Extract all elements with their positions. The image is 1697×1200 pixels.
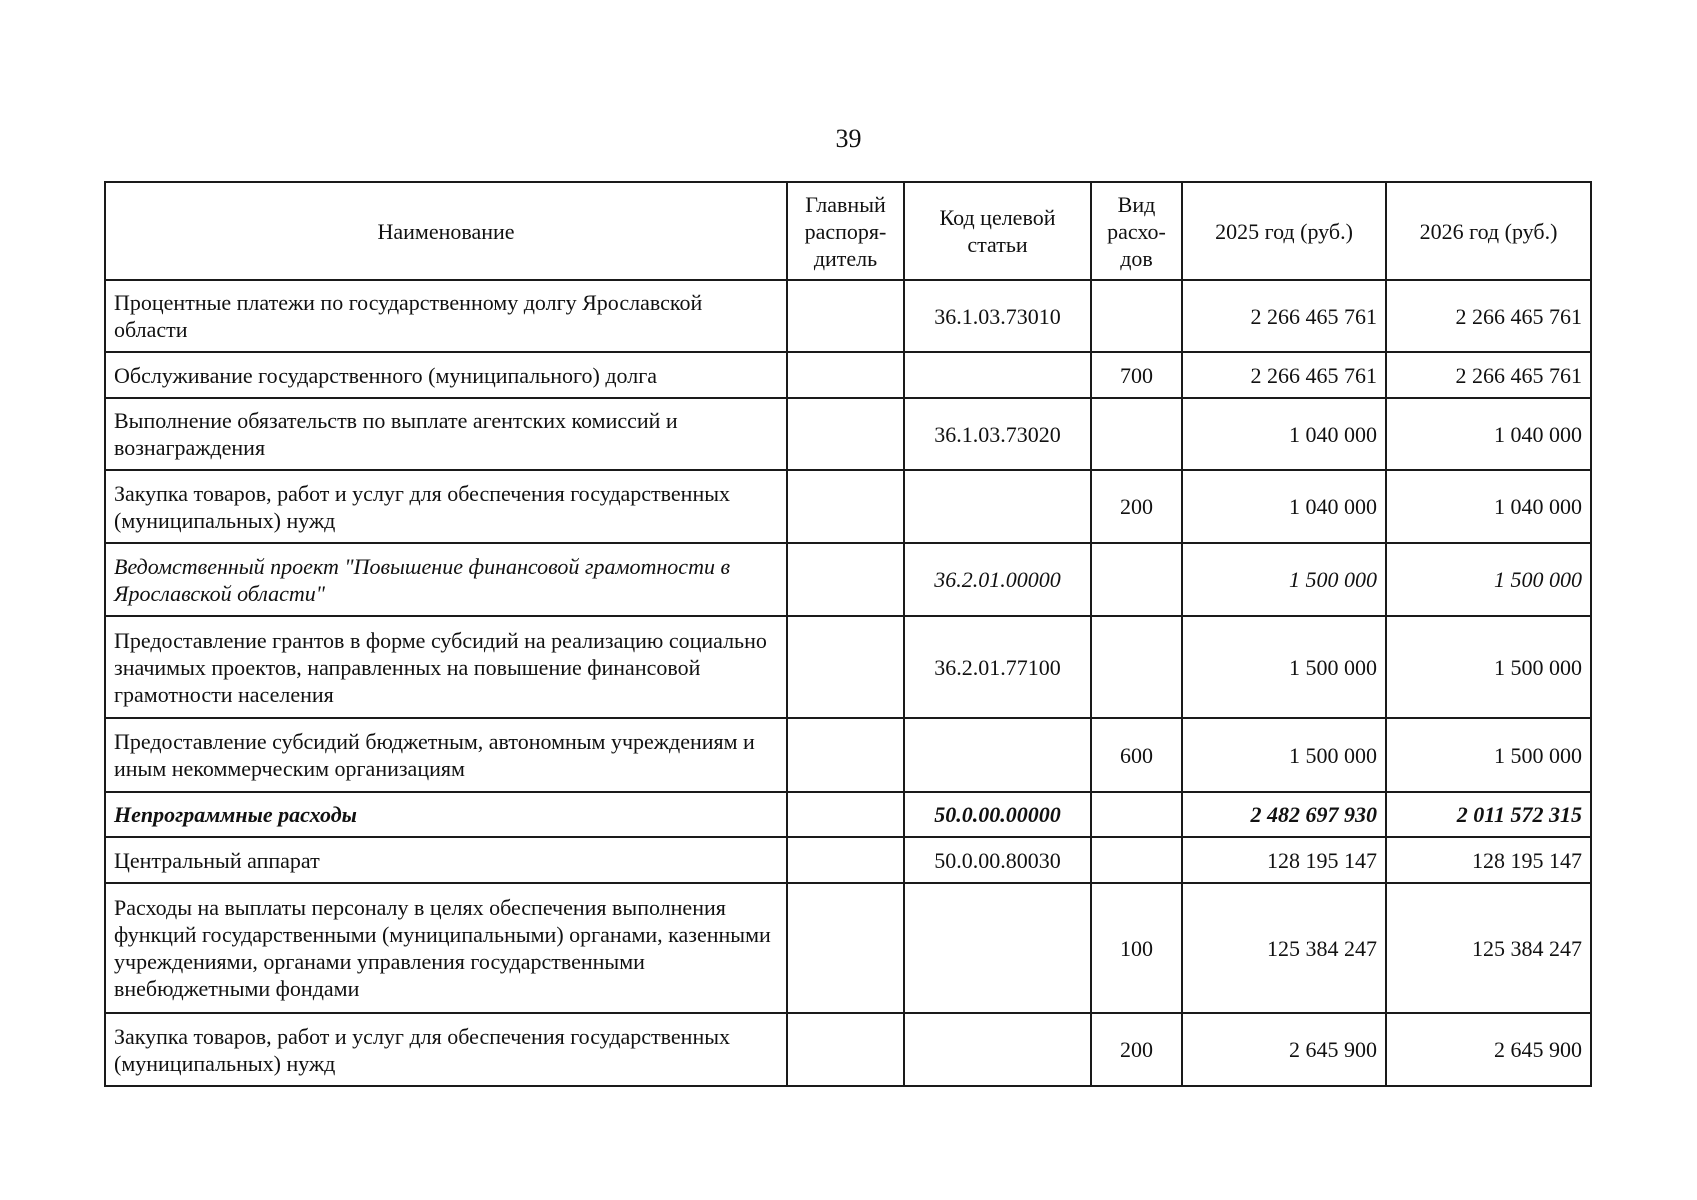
row-name: Предоставление субсидий бюджетным, автономным учреждениям и иным некоммерческим организациям (105, 718, 787, 792)
row-code (904, 1013, 1091, 1086)
row-2026: 125 384 247 (1386, 883, 1591, 1013)
row-manager (787, 398, 904, 470)
row-kind (1091, 792, 1182, 837)
table-row (105, 616, 1591, 718)
row-kind: 700 (1091, 352, 1182, 398)
row-name: Закупка товаров, работ и услуг для обеспечения государственных (муниципальных) нужд (105, 1013, 787, 1086)
row-manager (787, 352, 904, 398)
row-2026: 1 040 000 (1386, 398, 1591, 470)
table-header-row (105, 182, 1591, 280)
row-2025: 2 266 465 761 (1182, 352, 1386, 398)
row-2025: 1 500 000 (1182, 718, 1386, 792)
row-manager (787, 883, 904, 1013)
row-code: 36.1.03.73020 (904, 398, 1091, 470)
row-kind (1091, 280, 1182, 352)
row-2025: 1 040 000 (1182, 398, 1386, 470)
row-2025: 2 482 697 930 (1182, 792, 1386, 837)
header-2025: 2025 год (руб.) (1182, 182, 1386, 280)
row-2025: 2 266 465 761 (1182, 280, 1386, 352)
table-row (105, 280, 1591, 352)
row-code (904, 883, 1091, 1013)
row-kind (1091, 398, 1182, 470)
table-row (105, 398, 1591, 470)
row-manager (787, 1013, 904, 1086)
row-2025: 1 500 000 (1182, 543, 1386, 616)
table-row (105, 1013, 1591, 1086)
row-kind: 200 (1091, 470, 1182, 543)
row-2025: 1 500 000 (1182, 616, 1386, 718)
budget-table (104, 181, 1592, 1087)
header-2026: 2026 год (руб.) (1386, 182, 1591, 280)
table-row (105, 837, 1591, 883)
row-name: Центральный аппарат (105, 837, 787, 883)
table-row (105, 792, 1591, 837)
row-name: Предоставление грантов в форме субсидий на реализацию социально значимых проектов, направленных на повышение финансовой грамотности населения (105, 616, 787, 718)
row-kind: 200 (1091, 1013, 1182, 1086)
row-name: Процентные платежи по государственному долгу Ярославской области (105, 280, 787, 352)
row-kind (1091, 543, 1182, 616)
row-name: Непрограммные расходы (105, 792, 787, 837)
row-manager (787, 543, 904, 616)
row-kind: 600 (1091, 718, 1182, 792)
page-number: 39 (835, 124, 862, 153)
row-manager (787, 280, 904, 352)
row-2026: 2 645 900 (1386, 1013, 1591, 1086)
row-2026: 2 266 465 761 (1386, 280, 1591, 352)
row-name: Расходы на выплаты персоналу в целях обеспечения выполнения функций государственными (муниципальными) органами, казенными учреждениями, органами управления государственными внебюджетными фондами (105, 883, 787, 1013)
row-code (904, 352, 1091, 398)
row-code: 50.0.00.00000 (904, 792, 1091, 837)
table-row (105, 352, 1591, 398)
row-manager (787, 792, 904, 837)
table-row (105, 470, 1591, 543)
row-manager (787, 470, 904, 543)
table-row (105, 718, 1591, 792)
row-2026: 128 195 147 (1386, 837, 1591, 883)
row-2025: 1 040 000 (1182, 470, 1386, 543)
header-manager: Главный распоря-дитель (787, 182, 904, 280)
row-2026: 1 500 000 (1386, 718, 1591, 792)
header-name: Наименование (105, 182, 787, 280)
row-name: Ведомственный проект "Повышение финансовой грамотности в Ярославской области" (105, 543, 787, 616)
row-2025: 2 645 900 (1182, 1013, 1386, 1086)
row-2025: 125 384 247 (1182, 883, 1386, 1013)
row-kind (1091, 616, 1182, 718)
row-2026: 1 500 000 (1386, 543, 1591, 616)
row-name: Обслуживание государственного (муниципального) долга (105, 352, 787, 398)
row-2026: 2 266 465 761 (1386, 352, 1591, 398)
row-code: 36.2.01.00000 (904, 543, 1091, 616)
row-code: 50.0.00.80030 (904, 837, 1091, 883)
header-code: Код целевой статьи (904, 182, 1091, 280)
row-code (904, 718, 1091, 792)
row-code: 36.2.01.77100 (904, 616, 1091, 718)
row-name: Выполнение обязательств по выплате агентских комиссий и вознаграждения (105, 398, 787, 470)
row-manager (787, 616, 904, 718)
row-manager (787, 837, 904, 883)
row-2026: 1 040 000 (1386, 470, 1591, 543)
row-kind (1091, 837, 1182, 883)
row-code: 36.1.03.73010 (904, 280, 1091, 352)
row-2026: 1 500 000 (1386, 616, 1591, 718)
row-manager (787, 718, 904, 792)
row-name: Закупка товаров, работ и услуг для обеспечения государственных (муниципальных) нужд (105, 470, 787, 543)
table-row (105, 543, 1591, 616)
row-2025: 128 195 147 (1182, 837, 1386, 883)
header-kind: Вид расхо-дов (1091, 182, 1182, 280)
row-code (904, 470, 1091, 543)
row-2026: 2 011 572 315 (1386, 792, 1591, 837)
table-row (105, 883, 1591, 1013)
row-kind: 100 (1091, 883, 1182, 1013)
